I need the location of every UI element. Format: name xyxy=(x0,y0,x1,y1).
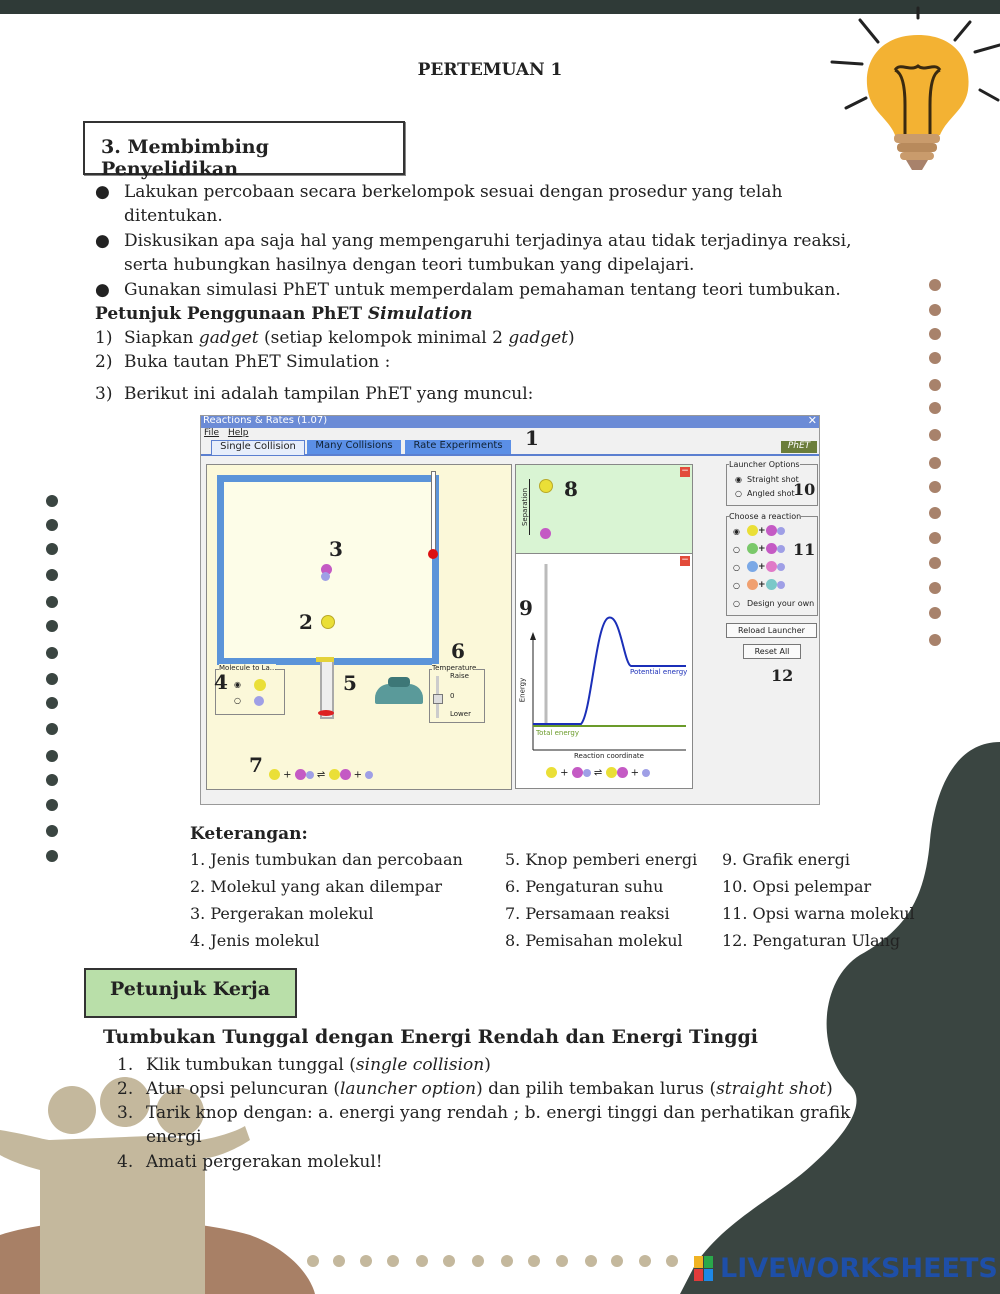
callout-8: 8 xyxy=(564,477,578,501)
molecule-a xyxy=(321,615,335,629)
reaction-option-1: + xyxy=(747,525,785,536)
callout-9: 9 xyxy=(519,596,533,620)
launcher-options-label: Launcher Options xyxy=(729,460,800,469)
callout-3: 3 xyxy=(329,537,343,561)
tab-many-collisions[interactable]: Many Collisions xyxy=(307,440,401,454)
keterangan-title: Keterangan: xyxy=(190,824,308,844)
legend-item: 1. Jenis tumbukan dan percobaan xyxy=(190,850,463,869)
heater-icon xyxy=(375,684,423,704)
temperature-label: Temperature xyxy=(432,664,477,672)
callout-2: 2 xyxy=(299,610,313,634)
tab-bar xyxy=(201,440,819,456)
thermometer-bulb xyxy=(428,549,438,559)
legend-item: 12. Pengaturan Ulang xyxy=(722,931,901,950)
design-own-label: Design your own xyxy=(747,599,815,608)
radio-reaction-2[interactable]: ○ xyxy=(733,545,740,554)
bullet-dot-icon: ● xyxy=(95,280,110,300)
temperature-raise: Raise xyxy=(450,672,469,680)
close-icon[interactable]: ✕ xyxy=(807,415,817,427)
bullet-dot-icon: ● xyxy=(95,231,110,251)
step-2: 2) Buka tautan PhET Simulation : xyxy=(95,352,391,372)
temperature-slider[interactable] xyxy=(433,694,443,704)
step-1: 1) Siapkan gadget (setiap kelompok minimal 2 gadget) xyxy=(95,328,575,348)
straight-shot-label: Straight shot xyxy=(747,475,799,484)
step-3: 3) Berikut ini adalah tampilan PhET yang muncul: xyxy=(95,384,534,404)
bullet-item xyxy=(95,180,895,228)
molecule-a-icon xyxy=(254,679,266,691)
menu-file[interactable]: File xyxy=(204,428,220,438)
bullet-dot-icon: ● xyxy=(95,182,110,202)
left-dots xyxy=(46,495,58,862)
molecule-c xyxy=(321,572,330,581)
radio-straight-shot[interactable]: ◉ xyxy=(735,475,742,484)
reaction-option-4: + xyxy=(747,579,785,590)
task-item: 3. Tarik knop dengan: a. energi yang rendah ; b. energi tinggi dan perhatikan grafik energi xyxy=(117,1103,851,1147)
task-item: 4. Amati pergerakan molekul! xyxy=(117,1152,383,1172)
callout-5: 5 xyxy=(343,671,357,695)
bullet-text: Lakukan percobaan secara berkelompok sesuai dengan prosedur yang telah xyxy=(124,182,783,202)
radio-angled-shot[interactable]: ○ xyxy=(735,489,742,498)
legend-item: 2. Molekul yang akan dilempar xyxy=(190,877,443,896)
lightbulb-icon xyxy=(832,8,1000,170)
callout-4: 4 xyxy=(214,670,228,694)
temperature-panel xyxy=(429,664,485,723)
bullet-item xyxy=(95,229,895,277)
minimize-icon[interactable]: − xyxy=(681,466,689,476)
legend-item: 6. Pengaturan suhu xyxy=(505,877,664,896)
angled-shot-label: Angled shot xyxy=(747,489,795,498)
play-area xyxy=(206,464,512,790)
temperature-zero: 0 xyxy=(450,692,455,700)
reaction-equation: + ⇌ + xyxy=(546,767,650,779)
reload-launcher-button[interactable]: Reload Launcher xyxy=(726,623,817,638)
reaction-option-3: + xyxy=(747,561,785,572)
energy-graph-panel xyxy=(515,553,693,789)
page-title: PERTEMUAN 1 xyxy=(417,60,563,80)
tab-single-collision[interactable]: Single Collision xyxy=(211,440,305,455)
menu-help[interactable]: Help xyxy=(227,428,249,438)
phet-screenshot xyxy=(200,415,820,805)
separation-panel xyxy=(515,464,693,554)
petunjuk-kerja-label: Petunjuk Kerja xyxy=(110,978,271,1000)
separation-label: Separation xyxy=(521,487,530,527)
total-energy-label: Total energy xyxy=(536,729,579,737)
reaction-coordinate-label: Reaction coordinate xyxy=(574,752,644,760)
section-title: 3. Membimbing Penyelidikan xyxy=(101,136,269,180)
launcher-base xyxy=(318,710,334,716)
molecule-a xyxy=(539,479,553,493)
molecule-c-icon xyxy=(254,696,264,706)
radio-molecule-a[interactable]: ◉ xyxy=(234,680,241,689)
legend-item: 10. Opsi pelempar xyxy=(722,877,872,896)
legend-item: 4. Jenis molekul xyxy=(190,931,320,950)
right-dots xyxy=(929,279,941,646)
molecule-bc xyxy=(540,528,551,539)
petunjuk-kerja-banner xyxy=(84,964,295,1017)
launcher-top xyxy=(316,657,334,662)
phet-logo: PhET xyxy=(781,441,817,453)
dark-blob xyxy=(680,742,1000,1294)
callout-7: 7 xyxy=(249,753,263,777)
potential-energy-label: Potential energy xyxy=(630,668,688,676)
heater-top xyxy=(388,677,410,687)
molecule-to-launch-label: Molecule to La... xyxy=(219,664,277,672)
section-title-box xyxy=(83,121,405,180)
tab-rate-experiments[interactable]: Rate Experiments xyxy=(405,440,511,454)
task-item: 1. Klik tumbukan tunggal (single collision) xyxy=(117,1055,491,1075)
callout-1: 1 xyxy=(525,426,539,450)
callout-6: 6 xyxy=(451,639,465,663)
radio-design-own[interactable]: ○ xyxy=(733,599,740,608)
keterangan-legend xyxy=(190,846,930,956)
callout-10: 10 xyxy=(793,480,816,499)
energy-axis-label: Energy xyxy=(518,677,527,703)
bullet-text: Diskusikan apa saja hal yang mempengaruhi terjadinya atau tidak terjadinya reaksi, xyxy=(124,231,852,251)
reaction-equation: + ⇌ + xyxy=(269,769,373,781)
thermometer xyxy=(431,471,436,557)
separation-arrow xyxy=(529,479,530,535)
task-item: 2. Atur opsi peluncuran (launcher option) dan pilih tembakan lurus (straight shot) xyxy=(117,1079,833,1099)
bullet-item xyxy=(95,278,895,302)
legend-item: 3. Pergerakan molekul xyxy=(190,904,374,923)
legend-item: 7. Persamaan reaksi xyxy=(505,904,670,923)
petunjuk-heading: Petunjuk Penggunaan PhET Simulation xyxy=(95,304,473,324)
callout-11: 11 xyxy=(793,540,816,559)
liveworksheets-watermark: LIVEWORKSHEETS xyxy=(720,1253,998,1284)
window-titlebar xyxy=(201,416,819,428)
reaction-option-2: + xyxy=(747,543,785,554)
choose-reaction-label: Choose a reaction xyxy=(729,512,802,521)
tumbukan-heading: Tumbukan Tunggal dengan Energi Rendah dan Energi Tinggi xyxy=(103,1026,758,1048)
radio-reaction-3[interactable]: ○ xyxy=(733,563,740,572)
window-title: Reactions & Rates (1.07) xyxy=(203,415,328,426)
liveworksheets-logo-icon xyxy=(694,1256,714,1282)
legend-item: 9. Grafik energi xyxy=(722,850,851,869)
radio-reaction-4[interactable]: ○ xyxy=(733,581,740,590)
legend-item: 5. Knop pemberi energi xyxy=(505,850,698,869)
bullet-text: Gunakan simulasi PhET untuk memperdalam pemahaman tentang teori tumbukan. xyxy=(124,280,841,300)
bullet-text: ditentukan. xyxy=(124,206,223,226)
reset-all-button[interactable]: Reset All xyxy=(743,644,801,659)
minimize-icon[interactable]: − xyxy=(681,555,689,565)
temperature-lower: Lower xyxy=(450,710,471,718)
choose-reaction-panel xyxy=(726,512,818,616)
radio-molecule-c[interactable]: ○ xyxy=(234,696,241,705)
bottom-dots xyxy=(307,1255,678,1267)
menu-bar xyxy=(204,428,248,438)
legend-item: 8. Pemisahan molekul xyxy=(505,931,683,950)
callout-12: 12 xyxy=(771,666,794,685)
legend-item: 11. Opsi warna molekul xyxy=(722,904,915,923)
radio-reaction-1[interactable]: ◉ xyxy=(733,527,740,536)
bullet-text: serta hubungkan hasilnya dengan teori tumbukan yang dipelajari. xyxy=(124,255,695,275)
